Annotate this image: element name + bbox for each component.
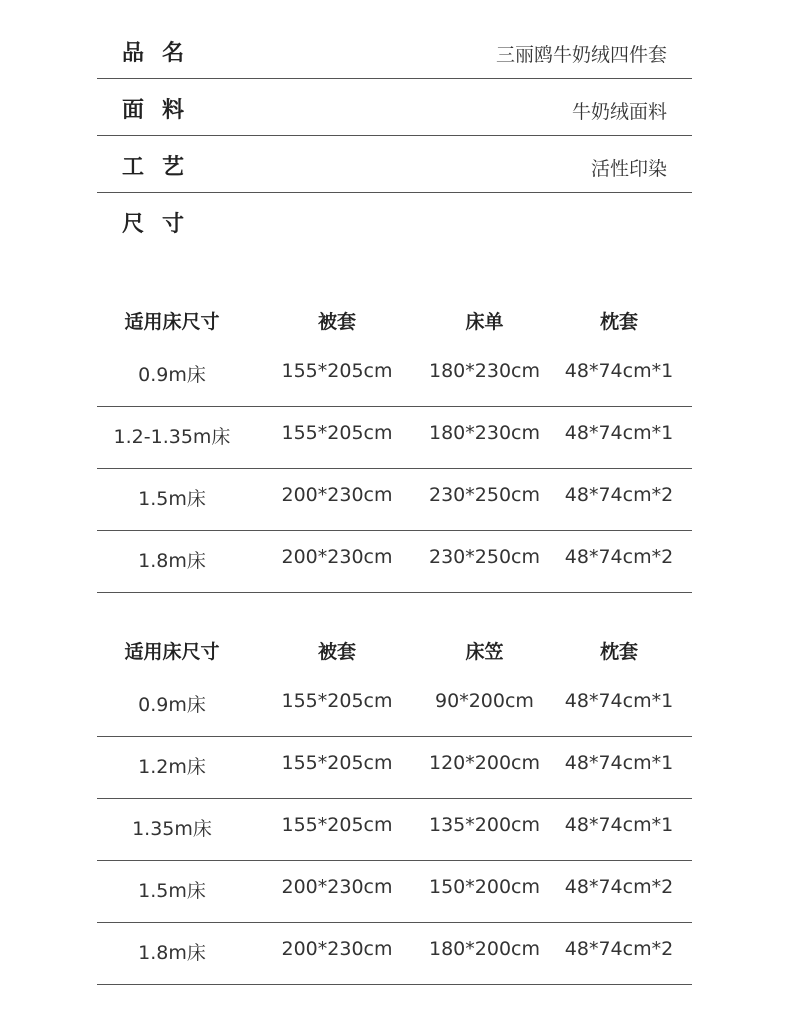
table-cell: 48*74cm*2 xyxy=(564,938,674,960)
header-cell: 枕套 xyxy=(599,311,638,333)
table-cell: 155*205cm xyxy=(281,752,393,774)
table-cell: 48*74cm*1 xyxy=(564,752,674,774)
table-row xyxy=(97,469,692,531)
table-cell: 200*230cm xyxy=(281,938,393,960)
table-cell: 48*74cm*1 xyxy=(564,360,674,382)
header-cell: 被套 xyxy=(317,311,356,333)
spec-row-craft xyxy=(97,136,692,193)
table-cell: 0.9m床 xyxy=(138,694,206,716)
table-row xyxy=(97,345,692,407)
size-table-flat-sheet xyxy=(97,297,692,593)
table-header xyxy=(97,627,692,675)
table-cell: 230*250cm xyxy=(429,546,540,568)
table-cell: 1.8m床 xyxy=(138,942,206,964)
product-info xyxy=(97,22,692,250)
size-table-fitted-sheet xyxy=(97,627,692,985)
table-cell: 1.2m床 xyxy=(138,756,206,778)
spec-row-name xyxy=(97,22,692,79)
table-cell: 1.8m床 xyxy=(138,550,206,572)
spec-label: 品名 xyxy=(122,41,203,66)
table-cell: 150*200cm xyxy=(429,876,540,898)
table-cell: 230*250cm xyxy=(429,484,540,506)
table-cell: 120*200cm xyxy=(429,752,540,774)
table-row xyxy=(97,799,692,861)
table-cell: 48*74cm*2 xyxy=(564,546,674,568)
spec-value: 牛奶绒面料 xyxy=(571,101,667,123)
table-cell: 180*230cm xyxy=(429,360,540,382)
table-cell: 155*205cm xyxy=(281,690,393,712)
spec-label: 工艺 xyxy=(122,155,203,180)
table-cell: 155*205cm xyxy=(281,814,393,836)
table-row xyxy=(97,737,692,799)
table-cell: 48*74cm*1 xyxy=(564,690,674,712)
table-cell: 200*230cm xyxy=(281,484,393,506)
table-cell: 1.5m床 xyxy=(138,488,206,510)
table-row xyxy=(97,861,692,923)
table-cell: 48*74cm*2 xyxy=(564,484,674,506)
header-cell: 被套 xyxy=(317,641,356,663)
table-cell: 48*74cm*1 xyxy=(564,814,674,836)
table-cell: 200*230cm xyxy=(281,546,393,568)
table-cell: 180*200cm xyxy=(429,938,540,960)
table-cell: 1.2-1.35m床 xyxy=(113,426,231,448)
header-cell: 适用床尺寸 xyxy=(124,641,220,663)
table-cell: 90*200cm xyxy=(435,690,534,712)
table-row xyxy=(97,923,692,985)
table-cell: 48*74cm*1 xyxy=(564,422,674,444)
table-cell: 1.5m床 xyxy=(138,880,206,902)
table-cell: 155*205cm xyxy=(281,422,393,444)
table-cell: 48*74cm*2 xyxy=(564,876,674,898)
table-cell: 0.9m床 xyxy=(138,364,206,386)
table-cell: 135*200cm xyxy=(429,814,540,836)
spec-value: 活性印染 xyxy=(590,158,667,180)
table-cell: 155*205cm xyxy=(281,360,393,382)
table-header xyxy=(97,297,692,345)
spec-label: 面料 xyxy=(122,98,203,123)
header-cell: 适用床尺寸 xyxy=(124,311,220,333)
spec-value: 三丽鸥牛奶绒四件套 xyxy=(495,44,667,66)
header-cell: 床单 xyxy=(465,311,504,333)
header-cell: 枕套 xyxy=(599,641,638,663)
table-row xyxy=(97,407,692,469)
table-row xyxy=(97,675,692,737)
table-cell: 180*230cm xyxy=(429,422,540,444)
spec-row-fabric xyxy=(97,79,692,136)
table-cell: 200*230cm xyxy=(281,876,393,898)
spec-row-size xyxy=(97,193,692,250)
header-cell: 床笠 xyxy=(465,641,504,663)
table-row xyxy=(97,531,692,593)
table-cell: 1.35m床 xyxy=(132,818,212,840)
spec-label: 尺寸 xyxy=(122,212,203,237)
